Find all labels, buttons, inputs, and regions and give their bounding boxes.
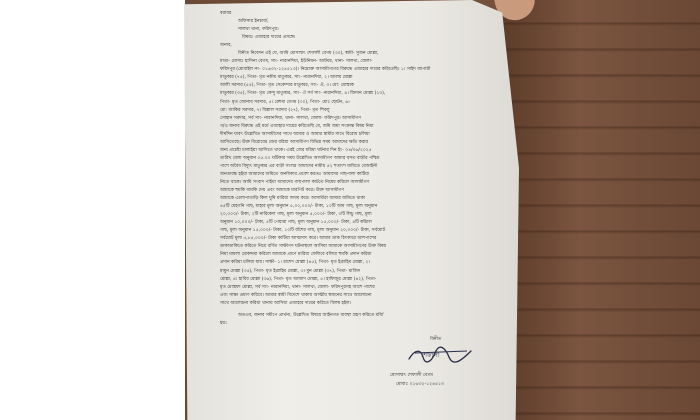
sign-off: বিনীত (430, 337, 442, 342)
signer-name: মোসাম্মৎ শেফালী বেগম (390, 373, 433, 378)
body-line: মৃত মোস্তফা মোল্লা, সর্ব সাং- নারানদিয়া, থানা- সালথা, জেলা- ফরিদপুরসহ আশে পাশের (220, 284, 375, 290)
body-line: মামুন মোল্লা (৩৫), পিতা- মৃত ইব্রাহিম মোল্লা, ৩। মুন মোল্লা (৩৭), পিতা- মাজিদ (220, 268, 361, 274)
body-line: আলী সরদার (৫৫), পিতা- মৃত সেকেন্দার মাতুব্বর, সাং- ঐ, ৩। মো: মোস্তাক (220, 83, 354, 89)
greeting: জনাব, (220, 43, 232, 49)
body-line: মো: জাকির সরদার, ৭। বিল্লাল সরদার (২৭), পিতা- মৃত শিবলু (220, 107, 330, 113)
body-line: মাতুব্বর (৭৫), পিতা- মৃত নকীম মাতুব্বর, সাং- নারানদিয়া, ২। আলম মোল্লা (220, 75, 353, 81)
wooden-table (500, 0, 700, 420)
body-line: এবং সাক্ষ্য প্রমাণ করিবে। আমার স্বামী বিদেশে থাকায় আত্মীয় স্বজনের সাথে আলোচনা (220, 292, 372, 298)
body-line: আমাকে এলোপাতাড়ি কিল ঘুষি মারিয়া জখম করে। আসামীরা আমার জমিতে থাকা (220, 196, 366, 202)
body-line: ৪৫টি মেহগনি গাছ, যাহার মূল্য অনুমান ৫,০০,০০০/- টাকা, ১০টি আম গাছ, মূল্য অনুমান (220, 204, 378, 210)
body-line: সর্বমোট মূল্য ৫,৮৫,০০০/- টাকা কাটিয়া আত্মসাৎ করে। আমার ডাক চিৎকারে আশপাশের (220, 236, 377, 242)
body-line: আমাকে হুমকি ধামকি দেয় এবং আমাকে মারপিট করে। উক্ত আসামীগণ (220, 188, 345, 194)
salutation: বরাবর (220, 11, 232, 16)
body-line: তারিখ বেলা অনুমান ০৫.০০ ঘটিকার সময় উল্লেখিত আসামীগণ আমার বসত বাড়ীর পশ্চিম (220, 155, 380, 161)
signer-details (390, 371, 510, 389)
body-line: জনতাবদ্ধ হইয়া আমাদের জমিতে অনধিকার প্রবেশ করতঃ আমাদের গাছপালা কাটিয়া (220, 171, 369, 177)
signer-phone: মোবাঃ ০১৬৩২-১২৪৫১৩ (396, 382, 445, 387)
body-line: বিনীত নিবেদন এই যে, আমি মোসাম্মৎ শেফালী বেগম (৩০), স্বামী- সুজন মোল্লা, (238, 51, 379, 57)
recipient-line-2: সালথা থানা, ফরিদপুর। (238, 27, 279, 33)
body-line: পিতা- মৃত জোনাব সরদার, ৫। রেশমা বেগম (৩০), পিতা- মোঃ ছোটন, ৬। (220, 99, 350, 105)
letter-text (220, 10, 505, 328)
body-line: পাশে অবৈধ বিদ্যুৎ মাতুব্বর এর বাড়ী সংলগ্ন আমাদের নামীয় ৫২ শতাংশ জমিতে বেআইনী (220, 163, 378, 169)
body-line: গ/ও জনাব বিরুদ্ধে এই মর্মে এজাহার দায়ের করিতেছি যে, জমি জমা সংক্রান্ত বিষয় নিয়া (220, 123, 374, 129)
body-line: ডাকাডাকিতে করিতে নিয়ে বর্ণিত সাক্ষীগণ ঘটনাস্থলে আসিয়া আমাকে আসামীগণের উক্ত বিষয় (220, 244, 387, 250)
left-margin (0, 0, 185, 420)
handwritten-signature (405, 343, 475, 367)
body-line: মোল্লা, ৪। হাবিব মোল্লা (৩৬), পিতা- মৃত আজাদ মোল্লা, ৫। হাফিজুর মোল্লা (৪২), পিতা- (220, 276, 377, 282)
body-line: সোহান সরদার, সর্ব সাং- নারানদিয়া, থানা- সালথা, জেলা- ফরিদপুর। আসামীগণ (220, 115, 361, 121)
body-line: দীর্ঘদিন যাবৎ উল্লেখিত আসামীদের সাথে আমার ও আমার স্বামীর সাথে বিরোধ চলিয়া (220, 131, 370, 137)
body-line: আসিতেছে। উক্ত বিরোধের জের ধরিয়া আসামীগণ বিভিন্ন সময় আমাদের ক্ষতি করার (220, 139, 368, 145)
closing-end: হয়। (220, 320, 227, 326)
body-line: সাথে আলোচনা করিয়া থানায় আসিয়া এজাহার দায়ের করিতে বিলম্ব হইল। (220, 300, 352, 306)
closing-line: অতএব, জনাব সমীপে প্রার্থনা, উল্লেখিত বিষয়ে আইনগত ব্যবস্থা গ্রহণ করিতে মর্জি (238, 312, 384, 318)
body-line: মাতুব্বর (৩৫), পিতা- মৃত কেন্দু মাতুব্বর, সাং- ঐ সর্ব সাং- নারানদিয়া, ৪। জিদান মোল্লা (২৩), (220, 91, 386, 97)
body-line: ২০,০০০/- টাকা, ২টি নারিকেল গাছ, মূল্য অনুমান ৫,০০০/- টাকা, ৩টি লিচু গাছ, মূল্য (220, 212, 372, 218)
subject-line: বিষয়ঃ এজাহার দায়ের প্রসঙ্গে। (242, 35, 296, 41)
body-line: নিতে থাকে। আমি সংবাদ পাইয়া আমাদের গাছপালা কাটতে নিষেধ করিলে আসামীগণ (220, 179, 370, 185)
body-line: মাতা- মোসাঃ হাসিনা বেগম, সাং- নারানদিয়া, ইউনিয়ন- আটঘর, থানা- সালথা, জেলা- (220, 59, 373, 65)
body-line: জন্য প্রচেষ্টা চালাইয়া আসিতে থাকে। এরই জের ধরিয়া ঘটনার দিন ইং- ০৪/০৬/২০২৫ (220, 147, 372, 153)
recipient-line-1: অফিসার ইনচার্জ, (238, 19, 269, 25)
body-line: প্রদান করিয়া চলিয়া যায়। সাক্ষী- ১। রাশেদ মোল্লা (৪৫), পিতা- মৃত ইব্রাহিম মোল্লা, ২। (220, 260, 370, 266)
body-line: ফরিদপুর (মোবাইল নং- ০১৬৩২-১২৪৫১৩)। নিম্নোক্ত আসামীগণের বিরুদ্ধে এজাহার দায়ের করিতেছি। ১। সাইদ ব্যাপারী (220, 67, 431, 73)
body-line: গাছ, মূল্য অনুমান ১৫,০০০/- টাকা, ১০টি বাঁশের গাছ, মূল্য অনুমান ২০,০০০/- টাকা, সর্বমোট (220, 228, 386, 234)
body-line: অনুমান ১০,০০০/- টাকা, ৫টি পেয়ারা গাছ, মূল্য অনুমান ১৫,০০০/- টাকা, ৪টি কাঁঠাল (220, 220, 372, 226)
body-line: নিয়া মামলা মোকদ্দমা করিলে আমাকে প্রাণে মারিয়া ফেলিবে বলিয়া হুমকি প্রদান করিয়া (220, 252, 372, 258)
signature-text: শেফালী (421, 352, 440, 359)
